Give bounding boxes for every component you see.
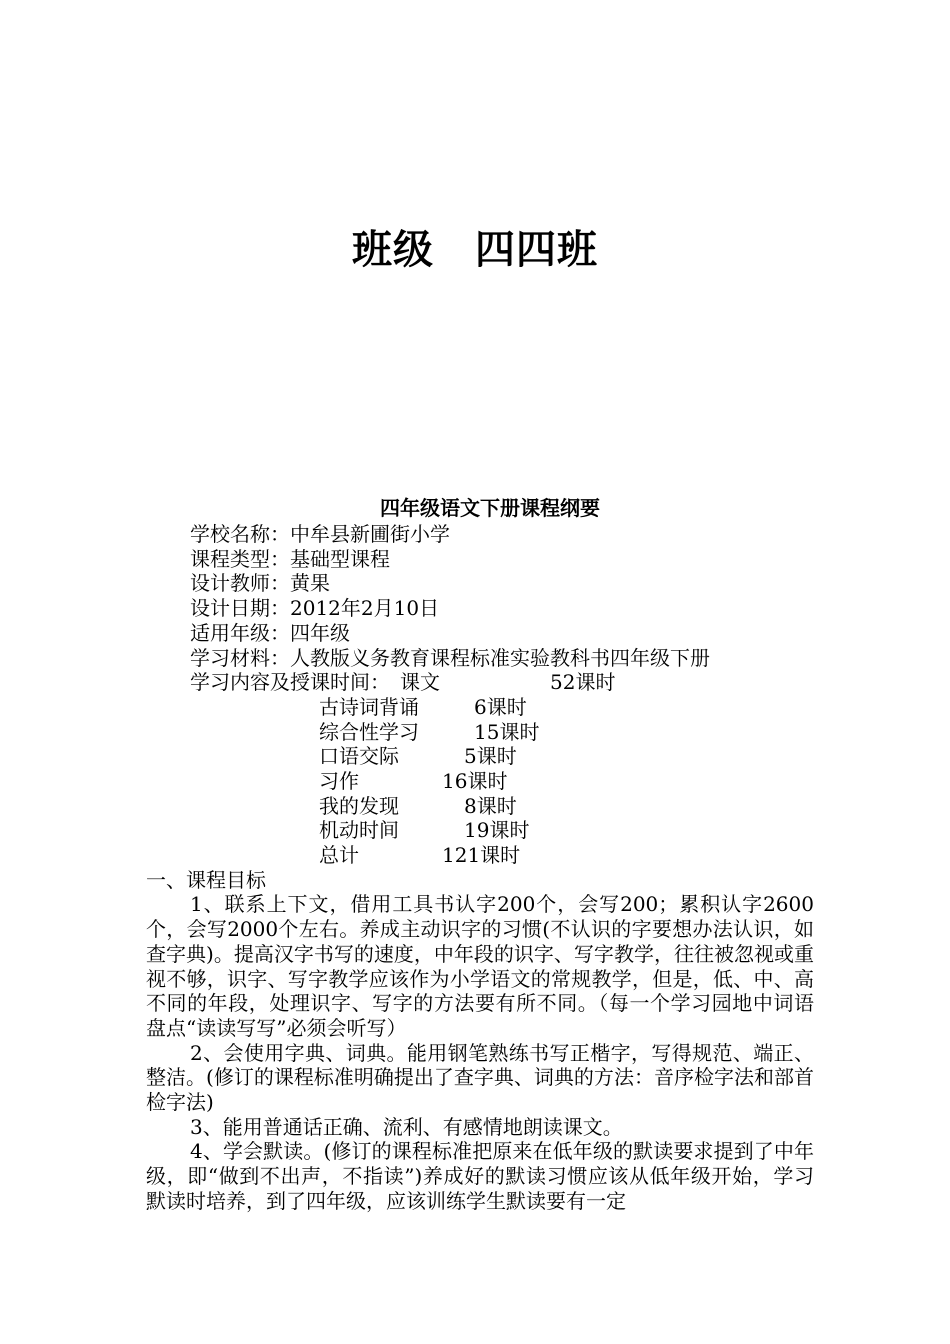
- objective-paragraph-3: 3、能用普通话正确、流利、有感情地朗读课文。: [190, 1114, 623, 1139]
- hours-item-amount: 8课时: [464, 793, 517, 818]
- objective-paragraph-2: 2、会使用字典、词典。能用钢笔熟练书写正楷字，写得规范、端正、整洁。(修订的课程标准明确提出了查字典、词典的方法：音序检字法和部首检字法): [146, 1040, 814, 1115]
- hours-item-name: 机动时间: [319, 818, 399, 843]
- syllabus-body: [146, 494, 814, 1214]
- hours-list: [146, 695, 814, 868]
- hours-label: 学习内容及授课时间： 课文: [190, 670, 440, 695]
- class-title: 班级 四四班: [352, 226, 598, 273]
- hours-item-amount: 5课时: [464, 744, 517, 769]
- hours-item-name: 口语交际: [319, 744, 399, 769]
- hours-item-amount: 121课时: [442, 843, 521, 868]
- section-heading: 一、课程目标: [146, 867, 266, 892]
- learning-materials: 学习材料：人教版义务教育课程标准实验教科书四年级下册: [190, 645, 710, 670]
- hours-item: [319, 794, 814, 819]
- objective-paragraph-4: 4、学会默读。(修订的课程标准把原来在低年级的默读要求提到了中年级，即“做到不出声，不指读”)养成好的默读习惯应该从低年级开始，学习默读时培养，到了四年级，应该训练学生默读要有一定: [146, 1139, 814, 1213]
- design-teacher: 设计教师：黄果: [190, 571, 330, 596]
- hours-item-amount: 16课时: [442, 768, 508, 793]
- objective-paragraph-1: 1、联系上下文，借用工具书认字200个，会写200；累积认字2600个，会写2000个左右。养成主动识字的习惯(不认识的字要想办法认识，如查字典)。提高汉字书写的速度，中年段的识字、写字教学，往往被忽视或重视不够，识字、写字教学应该作为小学语文的常规教学，但是，低、中、高不同的年段，处理识字、写字的方法要有所不同。（每一个学习园地中词语盘点“读读写写”必须会听写）: [146, 892, 814, 1040]
- hours-item: [319, 695, 814, 720]
- hours-item: [319, 769, 814, 794]
- hours-item-amount: 15课时: [474, 719, 540, 744]
- hours-item-name: 总计: [319, 843, 359, 868]
- hours-item-amount: 19课时: [464, 818, 530, 843]
- syllabus-title: 四年级语文下册课程纲要: [380, 496, 600, 520]
- hours-item-name: 综合性学习: [319, 719, 419, 744]
- hours-item: [319, 818, 814, 843]
- hours-item-name: 古诗词背诵: [319, 694, 419, 719]
- hours-header: [146, 670, 814, 695]
- hours-item: [319, 744, 814, 769]
- applicable-grade: 适用年级：四年级: [190, 620, 350, 645]
- hours-value: 52课时: [550, 670, 616, 695]
- design-date: 设计日期：2012年2月10日: [190, 596, 440, 621]
- hours-item: [319, 843, 814, 868]
- school-name: 学校名称：中牟县新圃街小学: [190, 522, 450, 546]
- course-type: 课程类型：基础型课程: [190, 546, 390, 571]
- hours-item-name: 我的发现: [319, 793, 399, 818]
- hours-item: [319, 720, 814, 745]
- hours-item-amount: 6课时: [474, 694, 527, 719]
- hours-item-name: 习作: [319, 768, 359, 793]
